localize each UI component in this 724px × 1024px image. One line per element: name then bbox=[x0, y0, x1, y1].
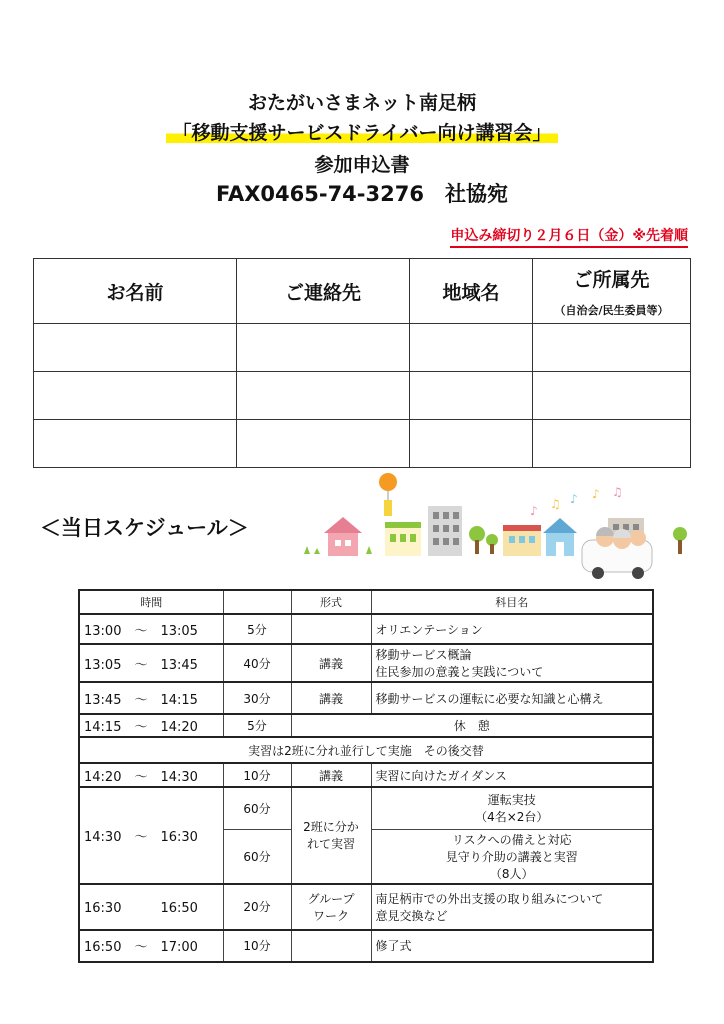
row-time: 13:05 ～ 13:45 bbox=[79, 644, 223, 682]
row-format bbox=[291, 884, 371, 930]
row-format: 講義 bbox=[291, 682, 371, 714]
col-contact: ご連絡先 bbox=[237, 259, 410, 324]
name-field[interactable] bbox=[34, 372, 237, 420]
header-subtitle-wrap bbox=[0, 118, 724, 145]
schedule-row bbox=[79, 682, 653, 714]
elderly-people-icon bbox=[596, 527, 646, 549]
svg-text:♫: ♫ bbox=[612, 485, 623, 499]
row-subject bbox=[371, 829, 653, 884]
col-area: 地域名 bbox=[410, 259, 533, 324]
form-row bbox=[34, 372, 691, 420]
area-field[interactable] bbox=[410, 372, 533, 420]
col-name: お名前 bbox=[34, 259, 237, 324]
schedule-row bbox=[79, 763, 653, 787]
row-subject-line: 住民参加の意義と実践について bbox=[375, 665, 544, 679]
row-duration: 5分 bbox=[223, 714, 291, 737]
row-subject bbox=[371, 787, 653, 829]
schedule-header-row bbox=[79, 590, 653, 614]
row-subject-line: 意見交換など bbox=[375, 908, 448, 923]
form-row bbox=[34, 324, 691, 372]
col-format: 形式 bbox=[291, 590, 371, 614]
tree-icon bbox=[673, 527, 687, 554]
row-subject-line: 運転実技 bbox=[487, 793, 536, 808]
form-header-row bbox=[34, 259, 691, 324]
row-subject bbox=[371, 884, 653, 930]
contact-field[interactable] bbox=[237, 420, 410, 468]
schedule-note-row bbox=[79, 737, 653, 763]
row-subject: 移動サービスの運転に必要な知識と心構え bbox=[371, 682, 653, 714]
row-format bbox=[291, 930, 371, 962]
schedule-row bbox=[79, 884, 653, 930]
town-illustration bbox=[300, 470, 695, 582]
col-time: 時間 bbox=[79, 590, 223, 614]
row-time: 13:00 ～ 13:05 bbox=[79, 614, 223, 644]
row-duration: 40分 bbox=[223, 644, 291, 682]
row-subject-line: （4名×2台） bbox=[475, 810, 549, 825]
form-row bbox=[34, 420, 691, 468]
row-time: 14:20 ～ 14:30 bbox=[79, 763, 223, 787]
area-field[interactable] bbox=[410, 324, 533, 372]
row-format-text: 2班に分かれて実習 bbox=[303, 820, 359, 852]
row-time: 14:30 ～ 16:30 bbox=[79, 787, 223, 884]
row-duration: 30分 bbox=[223, 682, 291, 714]
row-duration: 10分 bbox=[223, 930, 291, 962]
affiliation-field[interactable] bbox=[533, 324, 691, 372]
row-duration: 5分 bbox=[223, 614, 291, 644]
col-duration bbox=[223, 590, 291, 614]
schedule-row bbox=[79, 930, 653, 962]
name-field[interactable] bbox=[34, 420, 237, 468]
schedule-row bbox=[79, 614, 653, 644]
tree-icon bbox=[469, 526, 498, 554]
area-field[interactable] bbox=[410, 420, 533, 468]
col-affiliation bbox=[533, 259, 691, 324]
name-field[interactable] bbox=[34, 324, 237, 372]
application-form-table bbox=[33, 258, 691, 468]
deadline-notice: 申込み締切り２月６日（金）※先着順 bbox=[450, 225, 688, 248]
row-subject-line: 移動サービス概論 bbox=[375, 648, 472, 662]
row-subject-line: リスクへの備えと対応 bbox=[451, 832, 572, 847]
building-icon bbox=[428, 506, 462, 556]
svg-text:♫: ♫ bbox=[550, 497, 561, 511]
schedule-row bbox=[79, 787, 653, 829]
svg-text:♪: ♪ bbox=[570, 492, 578, 506]
row-time: 13:45 ～ 14:15 bbox=[79, 682, 223, 714]
building-icon bbox=[503, 525, 541, 556]
schedule-row bbox=[79, 644, 653, 682]
svg-text:♪: ♪ bbox=[530, 504, 538, 518]
row-time: 16:50 ～ 17:00 bbox=[79, 930, 223, 962]
row-subject-line: 見守り介助の講義と実習 bbox=[445, 849, 578, 864]
schedule-note: 実習は2班に分れ並行して実施 その後交替 bbox=[79, 737, 653, 763]
house-icon bbox=[543, 518, 577, 556]
contact-field[interactable] bbox=[237, 324, 410, 372]
row-subject-line: （8人） bbox=[489, 866, 534, 881]
header-title: おたがいさまネット南足柄 bbox=[247, 92, 476, 114]
music-note-icon bbox=[530, 485, 623, 518]
schedule-row bbox=[79, 714, 653, 737]
building-icon bbox=[385, 522, 421, 556]
header-subtitle: 「移動支援サービスドライバー向け講習会」 bbox=[166, 118, 557, 145]
row-break: 休 憩 bbox=[291, 714, 653, 737]
row-duration: 10分 bbox=[223, 763, 291, 787]
row-duration: 60分 bbox=[223, 829, 291, 884]
row-subject-line: 南足柄市での外出支援の取り組みについて bbox=[375, 891, 604, 906]
row-format-text: グループワーク bbox=[307, 891, 355, 923]
row-subject bbox=[371, 644, 653, 682]
row-time: 14:15 ～ 14:20 bbox=[79, 714, 223, 737]
col-affiliation-sub: （自治会/民生委員等） bbox=[554, 303, 669, 317]
row-time: 16:30 16:50 bbox=[79, 884, 223, 930]
col-affiliation-label: ご所属先 bbox=[573, 268, 650, 291]
form-title: 参加申込書 bbox=[314, 154, 410, 176]
row-format bbox=[291, 614, 371, 644]
row-format: 講義 bbox=[291, 763, 371, 787]
schedule-heading: ＜当日スケジュール＞ bbox=[40, 516, 249, 540]
col-subject: 科目名 bbox=[371, 590, 653, 614]
fax-line: FAX0465-74-3276 社協宛 bbox=[216, 182, 508, 206]
schedule-table bbox=[78, 589, 654, 963]
row-subject: 修了式 bbox=[371, 930, 653, 962]
contact-field[interactable] bbox=[237, 372, 410, 420]
row-duration: 60分 bbox=[223, 787, 291, 829]
svg-text:♪: ♪ bbox=[592, 487, 600, 501]
row-format bbox=[291, 787, 371, 884]
row-duration: 20分 bbox=[223, 884, 291, 930]
row-subject: オリエンテーション bbox=[371, 614, 653, 644]
house-icon bbox=[324, 517, 362, 556]
balloon-icon bbox=[379, 473, 397, 516]
row-subject: 実習に向けたガイダンス bbox=[371, 763, 653, 787]
affiliation-field[interactable] bbox=[533, 420, 691, 468]
row-format: 講義 bbox=[291, 644, 371, 682]
affiliation-field[interactable] bbox=[533, 372, 691, 420]
